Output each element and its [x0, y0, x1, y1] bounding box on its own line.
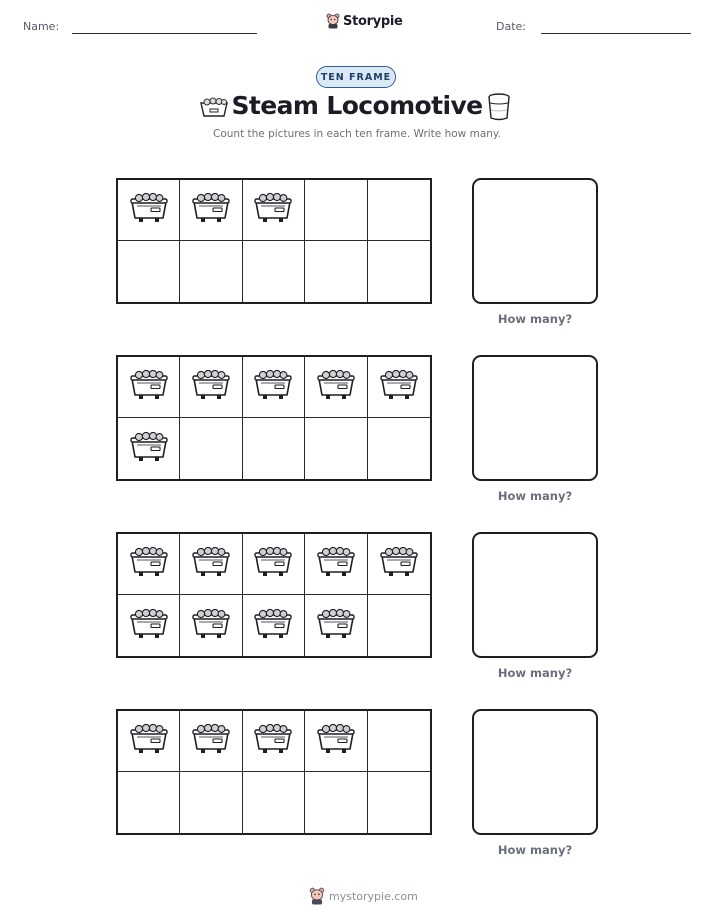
ten-frame-cell — [305, 418, 367, 479]
ten-frame-cell — [243, 534, 305, 595]
ten-frame-cell — [243, 241, 305, 302]
coal-basket-icon — [190, 720, 232, 762]
ten-frame-cell — [368, 418, 430, 479]
how-many-label: How many? — [497, 312, 573, 326]
ten-frame-cell — [305, 772, 367, 833]
bear-mascot-icon — [309, 887, 325, 905]
ten-frame-cell — [180, 418, 242, 479]
ten-frame-cell — [368, 357, 430, 418]
ten-frame-cell — [368, 772, 430, 833]
answer-box[interactable] — [472, 355, 598, 481]
ten-frame-cell — [368, 711, 430, 772]
coal-basket-icon — [252, 720, 294, 762]
ten-frame — [116, 355, 432, 481]
footer-site: mystorypie.com — [329, 889, 418, 903]
name-line[interactable] — [72, 33, 257, 34]
ten-frame-cell — [243, 180, 305, 241]
ten-frame-cell — [118, 357, 180, 418]
coal-basket-icon — [315, 720, 357, 762]
bear-mascot-icon — [326, 13, 340, 29]
instructions: Count the pictures in each ten frame. Write how many. — [213, 128, 501, 140]
coal-basket-icon — [128, 428, 170, 470]
worksheet-type-badge: TEN FRAME — [316, 66, 396, 88]
ten-frame-cell — [180, 711, 242, 772]
ten-frame-cell — [243, 357, 305, 418]
coal-basket-icon — [128, 720, 170, 762]
coal-basket-icon — [378, 543, 420, 585]
ten-frame-cell — [180, 595, 242, 656]
ten-frame-cell — [305, 534, 367, 595]
coal-basket-icon — [128, 543, 170, 585]
ten-frame-cell — [180, 241, 242, 302]
ten-frame-cell — [243, 418, 305, 479]
how-many-label: How many? — [497, 843, 573, 857]
ten-frame-cell — [118, 418, 180, 479]
ten-frame-cell — [368, 595, 430, 656]
ten-frame-cell — [305, 241, 367, 302]
date-label: Date: — [496, 20, 526, 33]
brand-name: Storypie — [343, 13, 403, 29]
coal-basket-icon — [190, 366, 232, 408]
ten-frame-cell — [118, 180, 180, 241]
coal-basket-icon — [378, 366, 420, 408]
ten-frame-cell — [118, 595, 180, 656]
coal-basket-icon — [190, 189, 232, 231]
name-label: Name: — [23, 20, 60, 33]
page-title: Steam Locomotive — [231, 91, 483, 120]
coal-basket-icon — [128, 189, 170, 231]
ten-frame — [116, 178, 432, 304]
ten-frame-cell — [305, 357, 367, 418]
answer-box[interactable] — [472, 532, 598, 658]
date-line[interactable] — [541, 33, 691, 34]
ten-frame-cell — [243, 595, 305, 656]
ten-frame-cell — [305, 595, 367, 656]
water-cup-icon — [486, 92, 512, 122]
ten-frame — [116, 532, 432, 658]
brand-logo — [326, 13, 403, 29]
ten-frame-cell — [180, 180, 242, 241]
coal-basket-icon — [252, 605, 294, 647]
coal-basket-icon — [252, 366, 294, 408]
ten-frame-cell — [368, 534, 430, 595]
ten-frame-cell — [368, 180, 430, 241]
ten-frame-cell — [243, 772, 305, 833]
coal-basket-icon — [315, 366, 357, 408]
footer — [309, 887, 418, 905]
coal-basket-icon — [190, 543, 232, 585]
ten-frame-cell — [118, 534, 180, 595]
ten-frame-cell — [118, 711, 180, 772]
ten-frame-cell — [305, 180, 367, 241]
ten-frame-cell — [180, 534, 242, 595]
ten-frame-cell — [305, 711, 367, 772]
ten-frame-cell — [118, 241, 180, 302]
coal-basket-icon — [252, 543, 294, 585]
coal-basket-icon — [190, 605, 232, 647]
ten-frame-cell — [180, 357, 242, 418]
answer-box[interactable] — [472, 709, 598, 835]
ten-frame-cell — [243, 711, 305, 772]
ten-frame-cell — [118, 772, 180, 833]
coal-basket-icon — [128, 366, 170, 408]
coal-basket-icon — [315, 543, 357, 585]
ten-frame-cell — [180, 772, 242, 833]
coal-basket-icon — [128, 605, 170, 647]
how-many-label: How many? — [497, 666, 573, 680]
coal-basket-icon — [315, 605, 357, 647]
coal-basket-icon — [252, 189, 294, 231]
how-many-label: How many? — [497, 489, 573, 503]
answer-box[interactable] — [472, 178, 598, 304]
ten-frame — [116, 709, 432, 835]
ten-frame-cell — [368, 241, 430, 302]
